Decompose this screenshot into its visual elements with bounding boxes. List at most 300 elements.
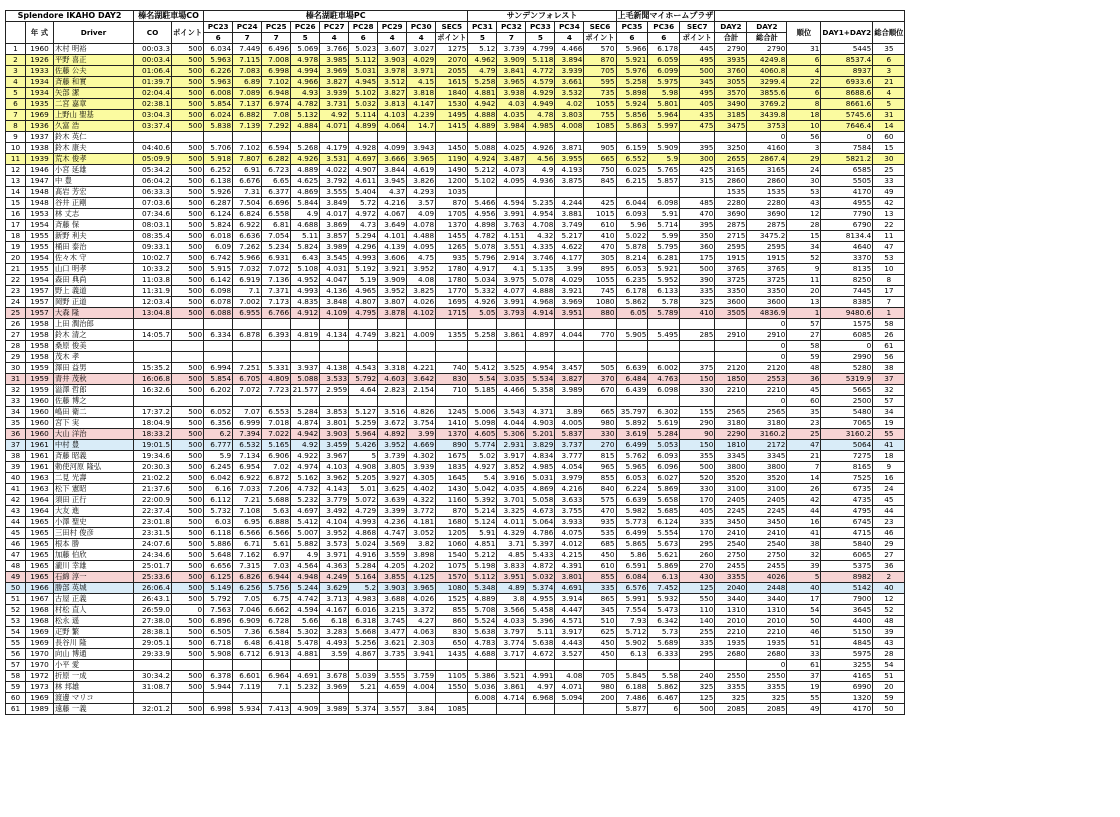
stage-value: 3.555 <box>320 187 349 198</box>
overall-rank: 1 <box>873 308 905 319</box>
stage-value: 4.033 <box>497 616 526 627</box>
co-time: 18:04.9 <box>134 418 172 429</box>
stage-value: 7.033 <box>233 484 262 495</box>
stage-value: 4.611 <box>349 176 378 187</box>
co-time: 27:38.0 <box>134 616 172 627</box>
table-row <box>6 594 905 605</box>
co-time: 13:04.8 <box>134 308 172 319</box>
stage-value <box>526 352 555 363</box>
day2-total: 2040 <box>715 583 747 594</box>
stage-value: 4.564 <box>291 561 320 572</box>
row-number: 61 <box>6 704 26 715</box>
co-point <box>172 352 204 363</box>
overall-rank: 44 <box>873 506 905 517</box>
day1-day2-total: 8134.4 <box>821 231 873 242</box>
stage-value: 5.127 <box>349 407 378 418</box>
day2-total: 2210 <box>715 385 747 396</box>
col-header-stage: SEC5 <box>436 22 468 33</box>
stage-value: 7.054 <box>262 231 291 242</box>
stage-value: 3.629 <box>320 583 349 594</box>
stage-value: 14.7 <box>407 121 436 132</box>
stage-value: 7.083 <box>233 66 262 77</box>
day2-total: 3450 <box>715 517 747 528</box>
stage-value: 4.691 <box>291 671 320 682</box>
stage-value: 4.924 <box>468 154 497 165</box>
day2-grand-total: 2875 <box>747 220 787 231</box>
overall-rank: 3 <box>873 66 905 77</box>
stage-value <box>233 341 262 352</box>
group-header-pc: 榛名湖駐車場PC <box>204 11 468 22</box>
co-time: 25:01.7 <box>134 561 172 572</box>
col-header-day2-total: DAY2 <box>715 22 747 33</box>
stage-value: 4.955 <box>526 594 555 605</box>
row-number: 22 <box>6 275 26 286</box>
stage-value: 3.939 <box>320 88 349 99</box>
stage-value: 3.991 <box>497 297 526 308</box>
stage-value: 4.138 <box>320 363 349 374</box>
stage-value: 830 <box>436 627 468 638</box>
co-time: 02:38.1 <box>134 99 172 110</box>
stage-value: 7.072 <box>262 264 291 275</box>
stage-value: 5.185 <box>468 385 497 396</box>
stage-value: 5.078 <box>468 242 497 253</box>
stage-value: 4.029 <box>407 55 436 66</box>
stage-value: 5.982 <box>616 506 648 517</box>
day2-rank: 37 <box>787 671 821 682</box>
stage-value: 3.878 <box>378 308 407 319</box>
stage-value: 3.807 <box>378 297 407 308</box>
stage-value: 4.08 <box>407 275 436 286</box>
overall-rank: 17 <box>873 286 905 297</box>
stage-value <box>497 132 526 143</box>
stage-value: 575 <box>584 495 616 506</box>
stage-value: 3.739 <box>378 451 407 462</box>
stage-value: 4.747 <box>378 528 407 539</box>
table-row <box>6 143 905 154</box>
day1-day2-total: 6735 <box>821 484 873 495</box>
stage-value: 5.963 <box>204 77 233 88</box>
table-row <box>6 242 905 253</box>
stage-value: 4.729 <box>349 506 378 517</box>
driver-name: 三田村 俊彦 <box>54 528 134 539</box>
day2-total: 3935 <box>715 55 747 66</box>
stage-value <box>680 396 715 407</box>
car-year: 1964 <box>26 506 54 517</box>
stage-value: 6.75 <box>262 594 291 605</box>
co-point: 500 <box>172 506 204 517</box>
stage-value: 3.745 <box>378 616 407 627</box>
stage-value <box>648 352 680 363</box>
stage-value: 3.512 <box>378 77 407 88</box>
stage-value <box>648 396 680 407</box>
driver-name: 佐々木 守 <box>54 253 134 264</box>
stage-value: 4.075 <box>555 528 584 539</box>
stage-value: 6.718 <box>204 638 233 649</box>
row-number: 37 <box>6 440 26 451</box>
day2-rank: 55 <box>787 693 821 704</box>
stage-value: 6.245 <box>204 462 233 473</box>
stage-value: 5.244 <box>291 583 320 594</box>
stage-value: 4.881 <box>291 649 320 660</box>
stage-value: 3.801 <box>555 572 584 583</box>
stage-value <box>648 660 680 671</box>
table-row <box>6 495 905 506</box>
co-point: 500 <box>172 374 204 385</box>
day2-total: 2210 <box>715 627 747 638</box>
stage-value <box>407 660 436 671</box>
stage-value: 425 <box>680 165 715 176</box>
day2-grand-total: 2860 <box>747 176 787 187</box>
day1-day2-total: 5821.2 <box>821 154 873 165</box>
stage-value: 335 <box>584 583 616 594</box>
stage-value: 505 <box>584 363 616 374</box>
co-point: 500 <box>172 176 204 187</box>
day2-rank: 21 <box>787 451 821 462</box>
day2-rank: 17 <box>787 594 821 605</box>
stage-value <box>526 660 555 671</box>
stage-value: 4.78 <box>526 110 555 121</box>
stage-value: 6.766 <box>262 308 291 319</box>
day1-day2-total: 0 <box>821 132 873 143</box>
day2-total <box>715 319 747 330</box>
stage-value: 4.054 <box>555 462 584 473</box>
day1-day2-total: 5375 <box>821 561 873 572</box>
stage-value: 3.989 <box>320 704 349 715</box>
co-point: 500 <box>172 473 204 484</box>
day2-grand-total: 2565 <box>747 407 787 418</box>
day2-rank: 50 <box>787 616 821 627</box>
day2-grand-total: 3160.2 <box>747 429 787 440</box>
car-year: 1965 <box>26 561 54 572</box>
stage-value: 3.739 <box>497 44 526 55</box>
stage-value: 1080 <box>584 297 616 308</box>
row-number: 29 <box>6 352 26 363</box>
group-header-co: 榛名湖駐車場CO <box>134 11 204 22</box>
stage-value: 6.025 <box>616 165 648 176</box>
driver-name: 斉藤 保 <box>54 220 134 231</box>
driver-name: 鈴木 英仁 <box>54 132 134 143</box>
stage-value: 4.102 <box>407 308 436 319</box>
stage-value: 5.192 <box>349 264 378 275</box>
stage-value: 6 <box>648 704 680 715</box>
day1-day2-total: 7275 <box>821 451 873 462</box>
stage-value: 6.919 <box>233 275 262 286</box>
stage-value: 5.094 <box>555 693 584 704</box>
stage-value: 4.622 <box>555 242 584 253</box>
stage-value: 6.342 <box>648 616 680 627</box>
stage-value: 4.942 <box>468 99 497 110</box>
table-row <box>6 99 905 110</box>
stage-value: 3.735 <box>378 649 407 660</box>
stage-value: 4.603 <box>378 374 407 385</box>
stage-value: 4.916 <box>349 550 378 561</box>
stage-value: 405 <box>680 506 715 517</box>
day2-total: 3505 <box>715 308 747 319</box>
stage-value <box>436 341 468 352</box>
stage-value: 5.685 <box>648 506 680 517</box>
driver-name: 勝部 英城 <box>54 583 134 594</box>
co-point: 500 <box>172 143 204 154</box>
car-year: 1947 <box>26 176 54 187</box>
stage-value: 3.965 <box>407 154 436 165</box>
day1-day2-total: 4170 <box>821 704 873 715</box>
driver-name: 上田 潤治郎 <box>54 319 134 330</box>
stage-value: 510 <box>584 616 616 627</box>
stage-value: 3.779 <box>320 495 349 506</box>
stage-value: 4.035 <box>497 110 526 121</box>
stage-value: 6.016 <box>349 605 378 616</box>
table-row <box>6 187 905 198</box>
stage-value: 500 <box>680 264 715 275</box>
row-number: 33 <box>6 396 26 407</box>
stage-value <box>468 660 497 671</box>
co-point: 500 <box>172 572 204 583</box>
day2-grand-total: 3769.2 <box>747 99 787 110</box>
stage-value: 3.777 <box>555 451 584 462</box>
stage-value <box>436 396 468 407</box>
stage-value: 5.284 <box>291 407 320 418</box>
stage-value: 375 <box>680 363 715 374</box>
stage-value: 6.093 <box>616 209 648 220</box>
day2-grand-total: 2405 <box>747 495 787 506</box>
stage-value: 5.86 <box>616 550 648 561</box>
stage-value: 865 <box>584 594 616 605</box>
day2-grand-total: 3350 <box>747 286 787 297</box>
day2-rank: 56 <box>787 132 821 143</box>
stage-value: 665 <box>584 407 616 418</box>
day1-day2-total: 8688.6 <box>821 88 873 99</box>
col-header-driver: Driver <box>54 22 134 44</box>
co-point: 500 <box>172 429 204 440</box>
driver-name: 小澤 聖史 <box>54 517 134 528</box>
stage-value: 3.457 <box>555 363 584 374</box>
stage-value: 5.331 <box>262 363 291 374</box>
day1-day2-total: 8385 <box>821 297 873 308</box>
stage-value: 625 <box>584 627 616 638</box>
stage-value <box>648 341 680 352</box>
co-point: 500 <box>172 264 204 275</box>
stage-value: 5.426 <box>349 440 378 451</box>
stage-value: 1080 <box>436 583 468 594</box>
col-header-year: 年 式 <box>26 22 54 44</box>
co-time: 05:34.2 <box>134 165 172 176</box>
stage-value: 5.838 <box>204 121 233 132</box>
stage-value: 5.2 <box>349 583 378 594</box>
stage-value: 6.91 <box>233 165 262 176</box>
overall-rank: 60 <box>873 132 905 143</box>
stage-value: 4.125 <box>407 572 436 583</box>
stage-value: 6.118 <box>204 528 233 539</box>
stage-value: 5.412 <box>291 517 320 528</box>
stage-value: 4.669 <box>407 440 436 451</box>
stage-value: 1075 <box>436 561 468 572</box>
stage-value: 905 <box>584 143 616 154</box>
stage-value: 255 <box>680 627 715 638</box>
day2-total: 3440 <box>715 594 747 605</box>
stage-value: 6.728 <box>262 616 291 627</box>
row-number: 17 <box>6 220 26 231</box>
stage-value <box>526 187 555 198</box>
stage-value: 5.795 <box>648 242 680 253</box>
stage-value: 3.318 <box>378 363 407 374</box>
co-time: 02:04.4 <box>134 88 172 99</box>
stage-value: 470 <box>584 506 616 517</box>
stage-value: 5.374 <box>526 583 555 594</box>
driver-name: 松永 遥 <box>54 616 134 627</box>
day2-rank: 39 <box>787 561 821 572</box>
stage-value: 4.029 <box>555 275 584 286</box>
co-point <box>172 396 204 407</box>
stage-value: 495 <box>680 55 715 66</box>
day2-total: 3250 <box>715 143 747 154</box>
stage-value: 6.124 <box>648 517 680 528</box>
stage-value: 4.985 <box>526 121 555 132</box>
stage-value: 3.625 <box>378 484 407 495</box>
stage-value: 5.975 <box>648 77 680 88</box>
stage-value: 745 <box>584 286 616 297</box>
stage-value: 5.022 <box>616 231 648 242</box>
stage-value: 5.05 <box>468 308 497 319</box>
stage-value: 4.673 <box>526 506 555 517</box>
stage-value: 6.913 <box>262 649 291 660</box>
table-row <box>6 671 905 682</box>
day1-day2-total: 8661.6 <box>821 99 873 110</box>
stage-value: 3.945 <box>378 176 407 187</box>
stage-value: 4.697 <box>349 154 378 165</box>
overall-rank: 53 <box>873 253 905 264</box>
stage-value <box>233 319 262 330</box>
day2-rank: 49 <box>787 704 821 715</box>
driver-name: 佐藤 公夫 <box>54 66 134 77</box>
stage-value: 830 <box>436 374 468 385</box>
car-year: 1953 <box>26 209 54 220</box>
stage-value: 3.939 <box>555 66 584 77</box>
stage-value: 3.543 <box>497 407 526 418</box>
stage-value <box>291 693 320 704</box>
stage-value: 6.968 <box>526 693 555 704</box>
stage-value <box>584 341 616 352</box>
day2-total: 3055 <box>715 77 747 88</box>
stage-value: 6.532 <box>233 440 262 451</box>
row-number: 12 <box>6 165 26 176</box>
stage-value: 4.714 <box>497 693 526 704</box>
stage-value: 6.656 <box>204 561 233 572</box>
stage-value: 6.553 <box>262 407 291 418</box>
car-year: 1989 <box>26 704 54 715</box>
stage-value: 6.742 <box>204 253 233 264</box>
stage-value: 7.394 <box>233 429 262 440</box>
stage-value: 5.554 <box>648 528 680 539</box>
co-time: 23:01.8 <box>134 517 172 528</box>
stage-value: 270 <box>584 440 616 451</box>
co-point: 500 <box>172 451 204 462</box>
table-row <box>6 363 905 374</box>
day2-rank: 11 <box>787 275 821 286</box>
stage-value <box>584 187 616 198</box>
day2-grand-total: 1915 <box>747 253 787 264</box>
stage-value: 5.732 <box>204 506 233 517</box>
stage-value: 6.777 <box>204 440 233 451</box>
day1-day2-total: 1320 <box>821 693 873 704</box>
stage-value: 705 <box>584 66 616 77</box>
driver-name: 新野 利夫 <box>54 231 134 242</box>
col-header-stage-sub: 5 <box>291 33 320 44</box>
stage-value: 200 <box>584 693 616 704</box>
overall-rank: 21 <box>873 77 905 88</box>
stage-value: 4.025 <box>497 143 526 154</box>
day1-day2-total: 4400 <box>821 616 873 627</box>
stage-value: 3.909 <box>497 55 526 66</box>
day2-total <box>715 660 747 671</box>
driver-name: 二見 光壽 <box>54 473 134 484</box>
co-point: 500 <box>172 330 204 341</box>
row-number: 41 <box>6 484 26 495</box>
stage-value: 6.377 <box>262 187 291 198</box>
co-point: 500 <box>172 55 204 66</box>
day2-total: 3600 <box>715 297 747 308</box>
stage-value: 3.952 <box>378 286 407 297</box>
stage-value <box>497 341 526 352</box>
stage-value: 330 <box>584 429 616 440</box>
overall-rank: 10 <box>873 264 905 275</box>
driver-name: 石綿 淳一 <box>54 572 134 583</box>
stage-value: 3.399 <box>378 506 407 517</box>
stage-value: 935 <box>584 517 616 528</box>
stage-value: 1495 <box>436 110 468 121</box>
stage-value: 5.294 <box>349 231 378 242</box>
stage-value: 7.139 <box>233 121 262 132</box>
day2-grand-total: 2280 <box>747 198 787 209</box>
stage-value: 5.164 <box>349 572 378 583</box>
col-header-overall-rank: 総合順位 <box>873 22 905 44</box>
stage-value: 6.178 <box>648 44 680 55</box>
stage-value: 5.648 <box>204 550 233 561</box>
stage-value: 4.922 <box>291 451 320 462</box>
stage-value: 4.305 <box>407 473 436 484</box>
table-row <box>6 165 905 176</box>
day1-day2-total: 6990 <box>821 682 873 693</box>
stage-value: 4.151 <box>497 231 526 242</box>
stage-value: 6.591 <box>616 561 648 572</box>
stage-value: 4.27 <box>407 616 436 627</box>
overall-rank: 54 <box>873 660 905 671</box>
driver-name: 小平 愛 <box>54 660 134 671</box>
stage-value: 2.823 <box>378 385 407 396</box>
day1-day2-total: 2500 <box>821 396 873 407</box>
day1-day2-total: 7646.4 <box>821 121 873 132</box>
stage-value: 5.862 <box>616 297 648 308</box>
stage-value <box>555 187 584 198</box>
day2-grand-total: 4026 <box>747 572 787 583</box>
stage-value: 3.606 <box>378 253 407 264</box>
stage-value: 4.193 <box>555 165 584 176</box>
stage-value: 5.258 <box>468 330 497 341</box>
stage-value: 1415 <box>436 121 468 132</box>
stage-value: 5.934 <box>233 704 262 715</box>
stage-value: 4.874 <box>291 418 320 429</box>
day2-total: 2245 <box>715 506 747 517</box>
stage-value: 4.044 <box>555 330 584 341</box>
row-number: 53 <box>6 616 26 627</box>
stage-value: 870 <box>584 55 616 66</box>
stage-value: 500 <box>680 462 715 473</box>
stage-value: 980 <box>584 682 616 693</box>
co-point: 500 <box>172 583 204 594</box>
stage-value: 5.714 <box>648 220 680 231</box>
stage-value: 755 <box>584 110 616 121</box>
stage-value: 4.834 <box>526 451 555 462</box>
stage-value: 3.82 <box>407 539 436 550</box>
